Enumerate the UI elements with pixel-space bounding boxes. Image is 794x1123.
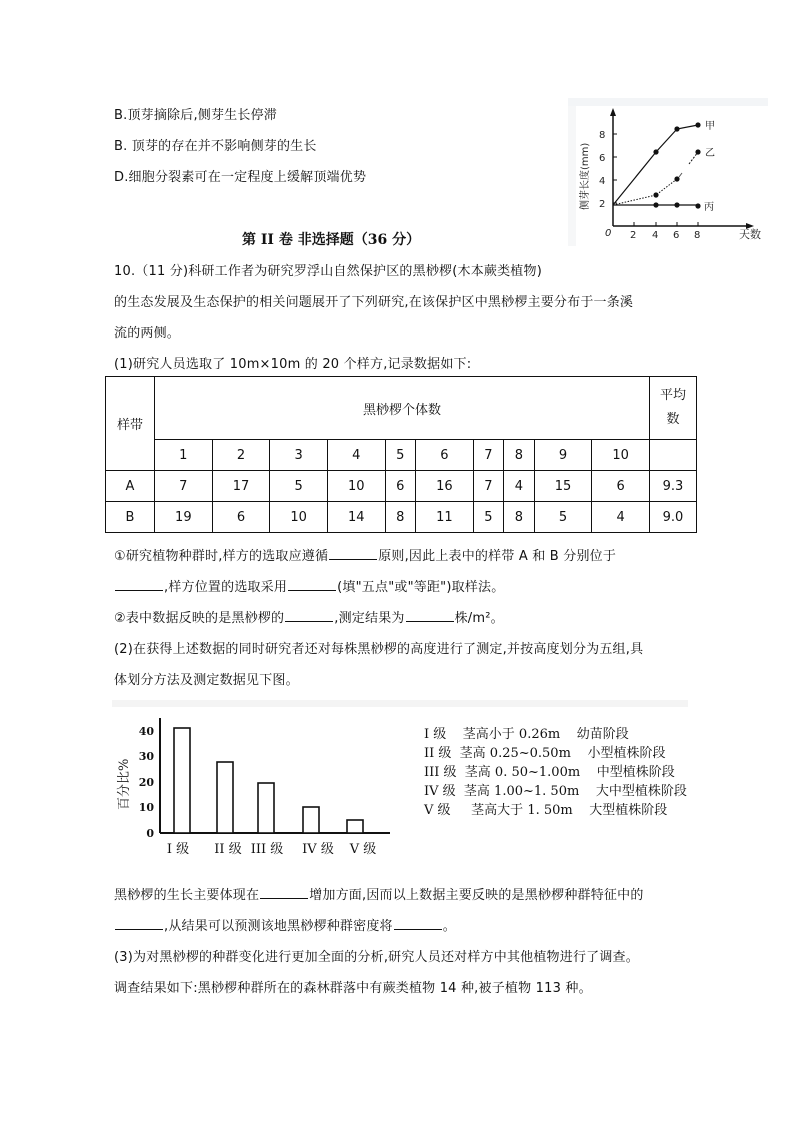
- svg-text:IV 级: IV 级: [302, 842, 334, 857]
- svg-text:III 级: III 级: [250, 842, 284, 857]
- part3-line-2: 调查结果如下:黑桫椤种群所在的森林群落中有蕨类植物 14 种,被子植物 113 种。: [114, 981, 592, 996]
- option-b1: B.顶芽摘除后,侧芽生长停滞: [114, 108, 277, 123]
- value-cell: 16: [416, 471, 474, 502]
- svg-text:甲: 甲: [705, 121, 715, 132]
- svg-text:I 级: I 级: [166, 842, 190, 857]
- answer-blank[interactable]: [329, 547, 377, 560]
- legend-item: V 级 茎高大于 1. 50m 大型植株阶段: [424, 803, 668, 818]
- header-average-line1: 平均: [659, 388, 686, 403]
- text-fragment: ,从结果可以预测该地黑桫椤种群密度将: [164, 919, 393, 934]
- value-cell: 15: [534, 471, 592, 502]
- answer-blank[interactable]: [406, 609, 454, 622]
- text-fragment: 增加方面,因而以上数据主要反映的是黑桫椤种群特征中的: [309, 888, 644, 903]
- header-average-line2: 数: [666, 412, 680, 427]
- band-label: B: [106, 502, 155, 533]
- svg-text:20: 20: [138, 776, 154, 789]
- side-bud-growth-chart: [568, 98, 768, 246]
- value-cell: 8: [385, 502, 415, 533]
- value-cell: 7: [155, 471, 213, 502]
- svg-text:6: 6: [599, 153, 606, 164]
- svg-text:V 级: V 级: [349, 842, 377, 857]
- legend-item: II 级 茎高 0.25~0.50m 小型植株阶段: [424, 746, 666, 761]
- header-average: [650, 377, 697, 440]
- svg-text:6: 6: [673, 230, 680, 241]
- legend-item: I 级 茎高小于 0.26m 幼苗阶段: [424, 727, 629, 742]
- part3-line-1: (3)为对黑桫椤的种群变化进行更加全面的分析,研究人员还对样方中其他植物进行了调查。: [114, 950, 639, 965]
- legend-item: III 级 茎高 0. 50~1.00m 中型植株阶段: [424, 765, 675, 780]
- text-fragment: ,测定结果为: [334, 611, 405, 626]
- answer-blank[interactable]: [115, 578, 163, 591]
- height-class-bar-chart: [110, 712, 400, 862]
- text-fragment: 株/m²。: [454, 611, 504, 626]
- svg-text:2: 2: [599, 199, 606, 210]
- svg-text:4: 4: [599, 176, 606, 187]
- svg-text:丙: 丙: [704, 202, 714, 213]
- svg-text:0: 0: [146, 827, 154, 840]
- index-cell: 3: [270, 440, 328, 471]
- svg-text:10: 10: [138, 801, 154, 814]
- option-d: D.细胞分裂素可在一定程度上缓解顶端优势: [114, 170, 367, 185]
- height-class-legend: [424, 725, 687, 820]
- subquestion-3-cont: [114, 915, 456, 934]
- value-cell: 4: [592, 502, 650, 533]
- figure-shade: [568, 106, 576, 246]
- subquestion-1: [114, 545, 616, 564]
- svg-text:天数: 天数: [739, 228, 761, 241]
- subquestion-2: [114, 607, 504, 626]
- part1-intro: (1)研究人员选取了 10m×10m 的 20 个样方,记录数据如下:: [114, 357, 472, 372]
- text-fragment: 原则,因此上表中的样带 A 和 B 分别位于: [378, 549, 617, 564]
- text-fragment: ②表中数据反映的是黑桫椤的: [114, 611, 285, 626]
- question-intro-line-3: 流的两侧。: [114, 326, 181, 341]
- value-cell: 5: [534, 502, 592, 533]
- svg-text:侧芽长度(mm): 侧芽长度(mm): [580, 142, 591, 210]
- answer-blank[interactable]: [394, 917, 442, 930]
- svg-text:8: 8: [599, 130, 606, 141]
- legend-item: IV 级 茎高 1.00~1. 50m 大中型植株阶段: [424, 784, 687, 799]
- svg-text:2: 2: [630, 230, 637, 241]
- answer-blank[interactable]: [115, 917, 163, 930]
- svg-text:百分比%: 百分比%: [117, 758, 132, 810]
- value-cell: 5: [270, 471, 328, 502]
- question-intro-line-1: 10.（11 分)科研工作者为研究罗浮山自然保护区的黑桫椤(木本蕨类植物): [114, 264, 542, 279]
- answer-blank[interactable]: [260, 886, 308, 899]
- value-cell: 14: [327, 502, 385, 533]
- index-cell: 6: [416, 440, 474, 471]
- value-cell: 5: [473, 502, 503, 533]
- value-cell: 10: [327, 471, 385, 502]
- index-cell: 4: [327, 440, 385, 471]
- average-cell: 9.3: [650, 471, 697, 502]
- sample-data-table: [105, 376, 697, 533]
- index-cell: 9: [534, 440, 592, 471]
- text-fragment: ①研究植物种群时,样方的选取应遵循: [114, 549, 329, 564]
- text-fragment: 。: [442, 919, 456, 934]
- value-cell: 6: [592, 471, 650, 502]
- text-fragment: (填"五点"或"等距")取样法。: [337, 580, 505, 595]
- index-cell-empty: [650, 440, 697, 471]
- part2-line-2: 体划分方法及测定数据见下图。: [114, 673, 299, 688]
- index-cell: 1: [155, 440, 213, 471]
- option-b2: B. 顶芽的存在并不影响侧芽的生长: [114, 139, 317, 154]
- svg-text:30: 30: [138, 750, 154, 763]
- x-tick-0: 0: [605, 228, 612, 239]
- value-cell: 6: [212, 502, 270, 533]
- svg-text:40: 40: [138, 725, 154, 738]
- header-count: 黑桫椤个体数: [155, 377, 650, 440]
- index-cell: 7: [473, 440, 503, 471]
- value-cell: 11: [416, 502, 474, 533]
- index-cell: 5: [385, 440, 415, 471]
- value-cell: 7: [473, 471, 503, 502]
- value-cell: 8: [504, 502, 534, 533]
- value-cell: 10: [270, 502, 328, 533]
- text-fragment: 黑桫椤的生长主要体现在: [114, 888, 260, 903]
- figure-shade: [568, 98, 768, 106]
- index-cell: 2: [212, 440, 270, 471]
- answer-blank[interactable]: [288, 578, 336, 591]
- band-label: A: [106, 471, 155, 502]
- subquestion-1-cont: [114, 576, 504, 595]
- svg-text:II 级: II 级: [214, 842, 242, 857]
- svg-text:乙: 乙: [705, 148, 715, 159]
- index-cell: 10: [592, 440, 650, 471]
- line-chart-svg: [568, 98, 768, 246]
- answer-blank[interactable]: [285, 609, 333, 622]
- question-intro-line-2: 的生态发展及生态保护的相关问题展开了下列研究,在该保护区中黑桫椤主要分布于一条溪: [114, 295, 634, 310]
- header-band: 样带: [106, 377, 155, 471]
- section-title: 第 II 卷 非选择题（36 分）: [242, 232, 421, 248]
- index-row: [106, 440, 697, 471]
- text-fragment: ,样方位置的选取采用: [164, 580, 288, 595]
- figure-shade: [112, 700, 688, 707]
- svg-text:4: 4: [652, 230, 659, 241]
- svg-text:8: 8: [694, 230, 701, 241]
- subquestion-3: [114, 884, 644, 903]
- value-cell: 17: [212, 471, 270, 502]
- value-cell: 4: [504, 471, 534, 502]
- value-cell: 19: [155, 502, 213, 533]
- part2-line-1: (2)在获得上述数据的同时研究者还对每株黑桫椤的高度进行了测定,并按高度划分为五组,具: [114, 642, 644, 657]
- index-cell: 8: [504, 440, 534, 471]
- average-cell: 9.0: [650, 502, 697, 533]
- table-row: [106, 471, 697, 502]
- table-row: [106, 502, 697, 533]
- value-cell: 6: [385, 471, 415, 502]
